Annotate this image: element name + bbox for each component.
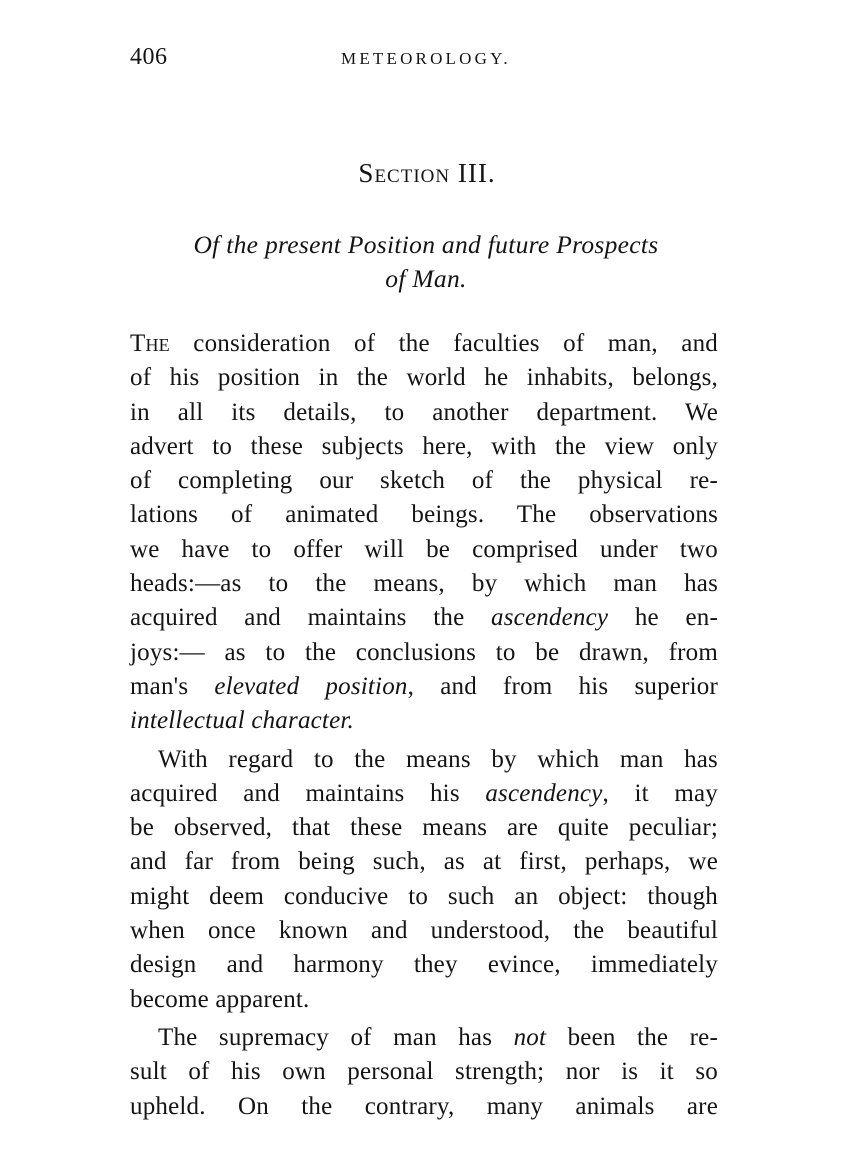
text-line: intellectual character.	[130, 707, 354, 735]
text-line: man's elevated position, and from his superior	[130, 672, 718, 700]
subtitle-line-2: of Man.	[385, 264, 467, 293]
text-line: sult of his own personal strength; nor is it so	[130, 1058, 718, 1086]
page-number: 406	[130, 44, 168, 70]
text-line: design and harmony they evince, immediately	[130, 951, 718, 979]
text-line: of his position in the world he inhabits, belongs,	[130, 364, 718, 392]
text-line: The consideration of the faculties of man, and	[130, 330, 718, 357]
text-line: The supremacy of man has not been the re-	[158, 1023, 718, 1051]
paragraph-2	[130, 743, 718, 1017]
text-line: With regard to the means by which man has	[158, 745, 718, 773]
subtitle-line-1: Of the present Position and future Prospects	[193, 230, 659, 259]
paragraph-1	[130, 327, 718, 739]
text-line: when once known and understood, the beautiful	[130, 917, 718, 945]
section-subtitle	[128, 228, 724, 296]
running-head	[128, 44, 720, 74]
section-heading-text: Section III.	[358, 158, 496, 188]
paragraph-3	[130, 1021, 718, 1124]
text-line: be observed, that these means are quite peculiar;	[130, 814, 718, 842]
body-text	[130, 327, 718, 1124]
text-line: heads:—as to the means, by which man has	[130, 570, 718, 598]
text-line: advert to these subjects here, with the view only	[130, 432, 718, 460]
text-line: lations of animated beings. The observations	[130, 501, 718, 529]
text-line: joys:— as to the conclusions to be drawn, from	[130, 638, 718, 666]
text-line: might deem conducive to such an object: though	[130, 882, 718, 910]
text-line: upheld. On the contrary, many animals are	[130, 1092, 718, 1120]
text-line: in all its details, to another department. We	[130, 398, 718, 426]
text-line: acquired and maintains his ascendency, it may	[130, 779, 718, 807]
text-line: acquired and maintains the ascendency he en-	[130, 604, 719, 632]
running-title: METEOROLOGY.	[341, 49, 511, 68]
text-line: we have to offer will be comprised under two	[130, 535, 718, 563]
text-line: and far from being such, as at first, perhaps, we	[130, 848, 718, 876]
text-line: become apparent.	[130, 985, 310, 1013]
text-line: of completing our sketch of the physical re-	[130, 467, 718, 495]
section-heading	[0, 158, 850, 189]
